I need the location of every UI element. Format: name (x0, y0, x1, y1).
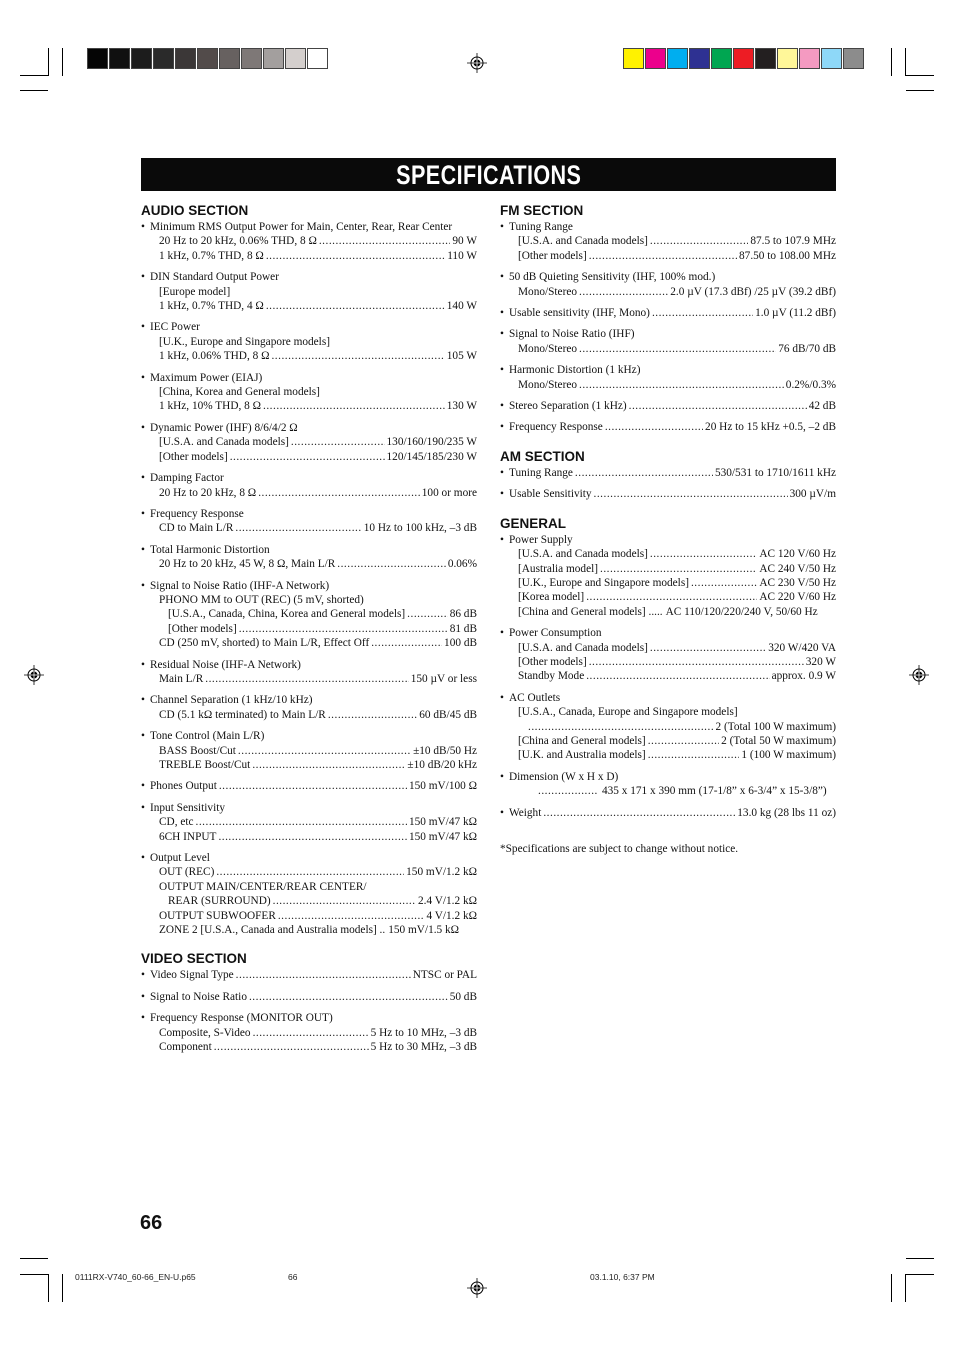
color-swatch (285, 48, 306, 69)
left-column (141, 203, 477, 1062)
spec-item: • Tone Control (Main L/R) BASS Boost/Cut ..... ±10 dB/50 Hz TREBLE Boost/Cut ..... ±10 dB/20 kHz (141, 729, 477, 772)
spec-item: • Phones Output ..... 150 mV/100 Ω (141, 779, 477, 793)
spec-item: • Tuning Range [U.S.A. and Canada models] ..... 87.5 to 107.9 MHz [Other models] ..... 87.50 to 108.00 MHz (500, 220, 836, 263)
color-swatch (821, 48, 842, 69)
crop-mark (20, 1258, 48, 1259)
spec-item: • Stereo Separation (1 kHz) ..... 42 dB (500, 399, 836, 413)
fm-section-heading: FM SECTION (500, 203, 584, 218)
crop-mark (48, 48, 49, 76)
color-swatch (153, 48, 174, 69)
color-swatch (219, 48, 240, 69)
crop-mark (62, 48, 63, 76)
crop-mark (906, 1274, 934, 1275)
spec-item: • Signal to Noise Ratio (IHF-A Network) PHONO MM to OUT (REC) (5 mV, shorted) [U.S.A., Canada, China, Korea and General models] ..... 86 dB [Other models] ..... 81 dB CD (250 mV, shorted) to Main L/R, Effect Off ..... 100 dB (141, 579, 477, 651)
registration-mark-icon (467, 1278, 487, 1298)
spec-item: • Channel Separation (1 kHz/10 kHz) CD (5.1 kΩ terminated) to Main L/R ..... 60 dB/45 dB (141, 693, 477, 722)
color-swatch (645, 48, 666, 69)
spec-item: • IEC Power [U.K., Europe and Singapore models] 1 kHz, 0.06% THD, 8 Ω ..... 105 W (141, 320, 477, 363)
spec-item: • Maximum Power (EIAJ) [China, Korea and General models] 1 kHz, 10% THD, 8 Ω ..... 130 W (141, 371, 477, 414)
footer-page: 66 (288, 1272, 298, 1282)
color-swatch (733, 48, 754, 69)
footer-date: 03.1.10, 6:37 PM (590, 1272, 655, 1282)
crop-mark (905, 48, 906, 76)
spec-item: • Input Sensitivity CD, etc ..... 150 mV/47 kΩ 6CH INPUT ..... 150 mV/47 kΩ (141, 801, 477, 844)
spec-item: • DIN Standard Output Power [Europe model] 1 kHz, 0.7% THD, 4 Ω ..... 140 W (141, 270, 477, 313)
spec-item: • Total Harmonic Distortion 20 Hz to 20 kHz, 45 W, 8 Ω, Main L/R ..... 0.06% (141, 543, 477, 572)
color-swatch (175, 48, 196, 69)
crop-mark (48, 1274, 49, 1302)
spec-item: • Signal to Noise Ratio (IHF) Mono/Stereo ..... 76 dB/70 dB (500, 327, 836, 356)
spec-note: *Specifications are subject to change without notice. (500, 843, 739, 855)
spec-item: • Power Supply [U.S.A. and Canada models] ..... AC 120 V/60 Hz [Australia model] ..... AC 240 V/50 Hz [U.K., Europe and Singapore models] ..... AC 230 V/50 Hz [Korea model] ..... AC 220 V/60 Hz [China and General models] ..... AC 110/120/220/240 V, 50/60 Hz (500, 533, 836, 619)
spec-item: • Residual Noise (IHF-A Network) Main L/R ..... 150 µV or less (141, 658, 477, 687)
color-swatch (109, 48, 130, 69)
crop-mark (891, 1274, 892, 1302)
audio-section-heading: AUDIO SECTION (141, 203, 249, 218)
color-swatch (667, 48, 688, 69)
color-swatch (241, 48, 262, 69)
crop-mark (906, 90, 934, 91)
crop-mark (906, 1258, 934, 1259)
spec-item: • AC Outlets [U.S.A., Canada, Europe and Singapore models] ..... 2 (Total 100 W maximum) [China and General models] ..... 2 (Total 50 W maximum) [U.K. and Australia models] ..... 1 (100 W maximum) (500, 691, 836, 763)
crop-mark (20, 75, 48, 76)
spec-item: • Usable Sensitivity ..... 300 µV/m (500, 487, 836, 501)
spec-item: • Dynamic Power (IHF) 8/6/4/2 Ω [U.S.A. and Canada models] ..... 130/160/190/235 W [Other models] ..... 120/145/185/230 W (141, 421, 477, 464)
spec-item: • Power Consumption [U.S.A. and Canada models] ..... 320 W/420 VA [Other models] ..... 320 W Standby Mode ..... approx. 0.9 W (500, 626, 836, 684)
spec-item: • Damping Factor 20 Hz to 20 kHz, 8 Ω ..... 100 or more (141, 471, 477, 500)
crop-mark (906, 75, 934, 76)
spec-item: • Minimum RMS Output Power for Main, Center, Rear, Rear Center 20 Hz to 20 kHz, 0.06% THD, 8 Ω ..... 90 W 1 kHz, 0.7% THD, 8 Ω ..... 110 W (141, 220, 477, 263)
spec-item: • Tuning Range ..... 530/531 to 1710/1611 kHz (500, 466, 836, 480)
color-swatch (307, 48, 328, 69)
right-column (500, 203, 836, 856)
crop-mark (20, 90, 48, 91)
color-swatch (263, 48, 284, 69)
spec-item: • Output Level OUT (REC) ..... 150 mV/1.2 kΩ OUTPUT MAIN/CENTER/REAR CENTER/ REAR (SURROUND) ..... 2.4 V/1.2 kΩ OUTPUT SUBWOOFER ..... 4 V/1.2 kΩ ZONE 2 [U.S.A., Canada and Australia models] .. 150 mV/1.5 kΩ (141, 851, 477, 937)
color-swatch (87, 48, 108, 69)
crop-mark (20, 1274, 48, 1275)
registration-mark-icon (467, 53, 487, 73)
color-swatch (131, 48, 152, 69)
spec-item: • Dimension (W x H x D) ..... 435 x 171 x 390 mm (17-1/8” x 6-3/4” x 15-3/8”) (500, 770, 836, 799)
footer-filename: 0111RX-V740_60-66_EN-U.p65 (75, 1272, 196, 1282)
spec-item: • Harmonic Distortion (1 kHz) Mono/Stereo ..... 0.2%/0.3% (500, 363, 836, 392)
registration-mark-icon (24, 665, 44, 685)
crop-mark (891, 48, 892, 76)
video-section-heading: VIDEO SECTION (141, 951, 247, 967)
color-swatch (197, 48, 218, 69)
crop-mark (62, 1274, 63, 1302)
color-swatch (623, 48, 644, 69)
crop-mark (905, 1274, 906, 1302)
spec-item: • Frequency Response CD to Main L/R ..... 10 Hz to 100 kHz, –3 dB (141, 507, 477, 536)
color-swatch (799, 48, 820, 69)
color-swatch (843, 48, 864, 69)
general-section-heading: GENERAL (500, 515, 567, 531)
color-swatch (711, 48, 732, 69)
page-title: SPECIFICATIONS (141, 158, 836, 191)
registration-mark-icon (909, 665, 929, 685)
am-section-heading: AM SECTION (500, 448, 585, 464)
color-swatch (755, 48, 776, 69)
color-swatch (777, 48, 798, 69)
spec-item: • Frequency Response ..... 20 Hz to 15 kHz +0.5, –2 dB (500, 420, 836, 434)
spec-item: • 50 dB Quieting Sensitivity (IHF, 100% mod.) Mono/Stereo ..... 2.0 µV (17.3 dBf) /25 µV (39.2 dBf) (500, 270, 836, 299)
color-swatch (689, 48, 710, 69)
page-number: 66 (140, 1212, 163, 1234)
spec-item: • Weight ..... 13.0 kg (28 lbs 11 oz) (500, 806, 836, 820)
spec-item: • Video Signal Type ..... NTSC or PAL (141, 968, 477, 982)
spec-item: • Signal to Noise Ratio ..... 50 dB (141, 990, 477, 1004)
spec-item: • Usable sensitivity (IHF, Mono) ..... 1.0 µV (11.2 dBf) (500, 306, 836, 320)
spec-item: • Frequency Response (MONITOR OUT) Composite, S-Video ..... 5 Hz to 10 MHz, –3 dB Component ..... 5 Hz to 30 MHz, –3 dB (141, 1011, 477, 1054)
